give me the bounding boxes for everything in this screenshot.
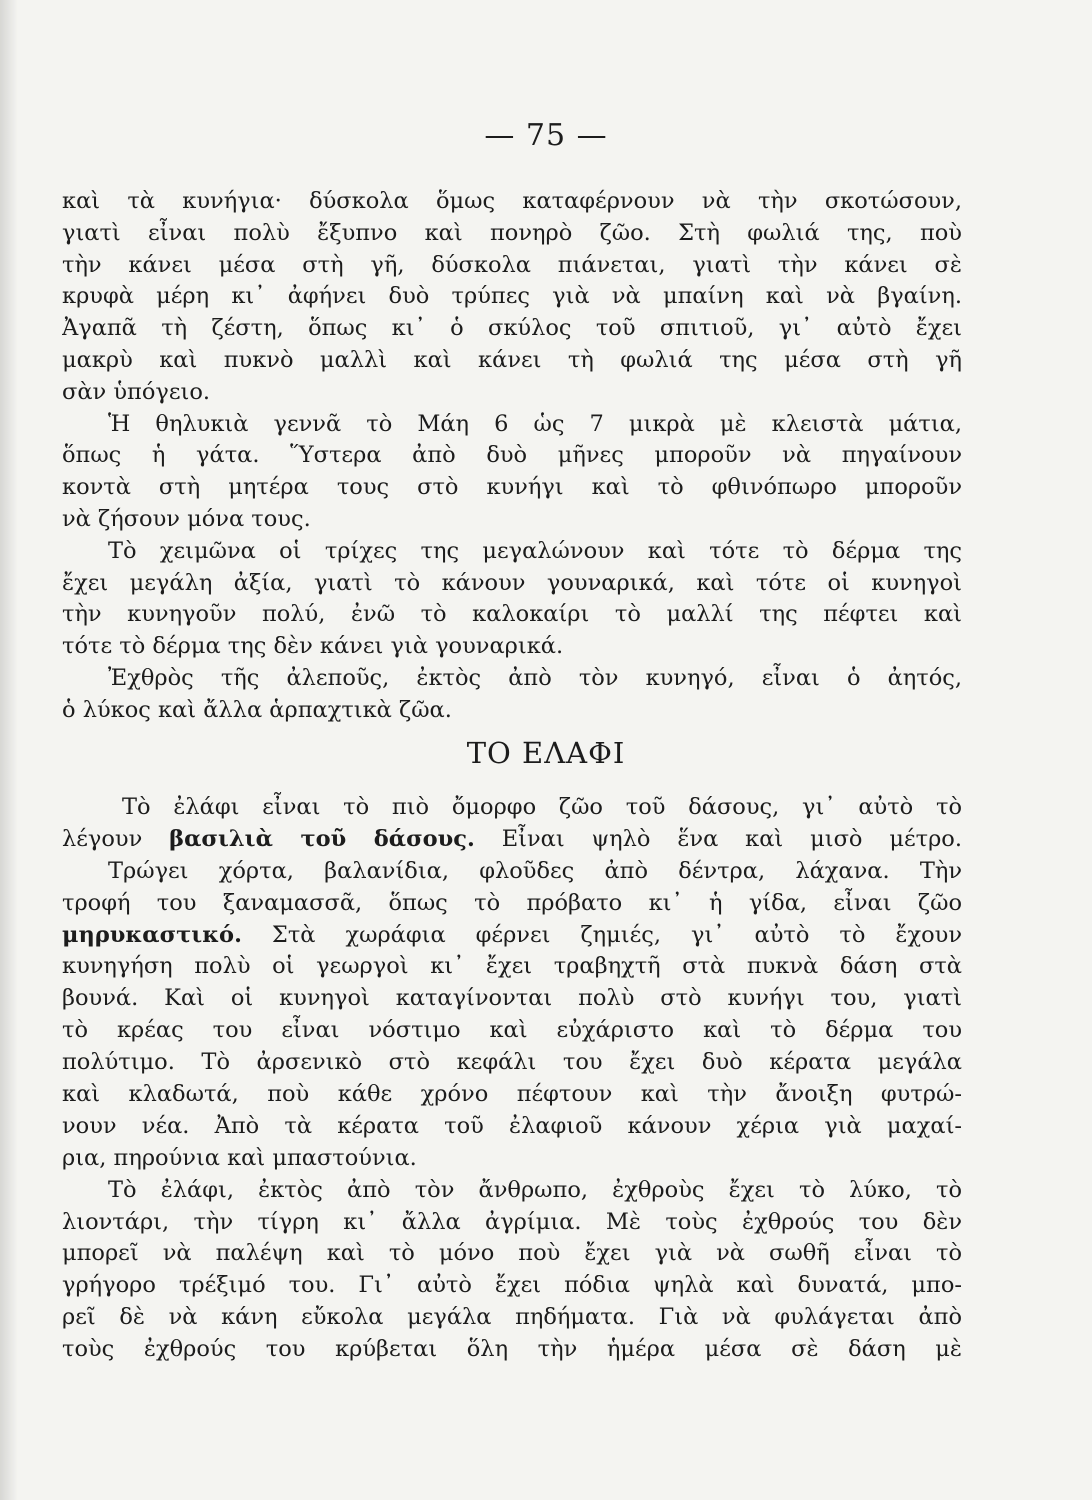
- text-line: τὴν κάνει μέσα στὴ γῆ, δύσκολα πιάνεται, γιατὶ τὴν κάνει σὲ: [62, 251, 962, 278]
- bold-phrase: βασιλιὰ τοῦ δάσους.: [169, 825, 475, 852]
- text-line: κρυφὰ μέρη κι᾽ ἀφήνει δυὸ τρύπες γιὰ νὰ μπαίνη καὶ νὰ βγαίνη.: [62, 283, 962, 310]
- text-span: Εἶναι ψηλὸ ἕνα καὶ μισὸ μέτρο.: [501, 825, 962, 852]
- text-line: ρια, πηρούνια καὶ μπαστούνια.: [62, 1144, 417, 1171]
- section-title: ΤΟ ΕΛΑΦΙ: [466, 736, 626, 770]
- text-line: κοντὰ στὴ μητέρα τους στὸ κυνήγι καὶ τὸ φθινόπωρο μποροῦν: [62, 474, 962, 501]
- text-line: νὰ ζήσουν μόνα τους.: [62, 505, 311, 532]
- text-line: Ἀγαπᾶ τὴ ζέστη, ὅπως κι᾽ ὁ σκύλος τοῦ σπιτιοῦ, γι᾽ αὐτὸ ἔχει: [62, 315, 962, 342]
- text-line: τροφή του ξαναμασσᾶ, ὅπως τὸ πρόβατο κι᾽ ἡ γίδα, εἶναι ζῶο: [62, 889, 962, 916]
- text-line: πολύτιμο. Τὸ ἀρσενικὸ στὸ κεφάλι του ἔχει δυὸ κέρατα μεγάλα: [62, 1049, 962, 1076]
- text-line: [62, 824, 962, 856]
- text-line: Τρώγει χόρτα, βαλανίδια, φλοῦδες ἀπὸ δέντρα, λάχανα. Τὴν: [108, 857, 962, 884]
- text-line: τότε τὸ δέρμα της δὲν κάνει γιὰ γουναρικά.: [62, 633, 564, 660]
- text-line: Τὸ ἐλάφι εἶναι τὸ πιὸ ὄμορφο ζῶο τοῦ δάσους, γι᾽ αὐτὸ τὸ: [122, 794, 962, 820]
- text-line: βουνά. Καὶ οἱ κυνηγοὶ καταγίνονται πολὺ στὸ κυνήγι του, γιατὶ: [62, 985, 962, 1012]
- text-line: Ἐχθρὸς τῆς ἀλεποῦς, ἐκτὸς ἀπὸ τὸν κυνηγό, εἶναι ὁ ἀητός,: [108, 664, 962, 691]
- text-line: καὶ κλαδωτά, ποὺ κάθε χρόνο πέφτουν καὶ τὴν ἄνοιξη φυτρώ-: [62, 1081, 962, 1108]
- text-line: Τὸ χειμῶνα οἱ τρίχες της μεγαλώνουν καὶ τότε τὸ δέρμα της: [108, 537, 962, 564]
- text-line: μακρὺ καὶ πυκνὸ μαλλὶ καὶ κάνει τὴ φωλιά της μέσα στὴ γῆ: [62, 346, 962, 373]
- bold-term: μηρυκαστικό.: [62, 921, 242, 948]
- text-line: τὴν κυνηγοῦν πολύ, ἐνῶ τὸ καλοκαίρι τὸ μαλλί της πέφτει καὶ: [62, 601, 962, 628]
- text-line: ἔχει μεγάλη ἀξία, γιατὶ τὸ κάνουν γουναρικά, καὶ τότε οἱ κυνηγοὶ: [62, 569, 962, 596]
- text-line: Ἡ θηλυκιὰ γεννᾶ τὸ Μάη 6 ὡς 7 μικρὰ μὲ κλειστὰ μάτια,: [108, 410, 962, 437]
- text-line: τοὺς ἐχθρούς του κρύβεται ὅλη τὴν ἡμέρα μέσα σὲ δάση μὲ: [62, 1336, 962, 1363]
- text-line: γιατὶ εἶναι πολὺ ἔξυπνο καὶ πονηρὸ ζῶο. Στὴ φωλιά της, ποὺ: [62, 219, 962, 246]
- text-line: [62, 920, 962, 952]
- text-line: Τὸ ἐλάφι, ἐκτὸς ἀπὸ τὸν ἄνθρωπο, ἐχθροὺς ἔχει τὸ λύκο, τὸ: [108, 1176, 962, 1203]
- text-line: κυνηγήση πολὺ οἱ γεωργοὶ κι᾽ ἔχει τραβηχτῆ στὰ πυκνὰ δάση στὰ: [62, 953, 962, 980]
- text-line: τὸ κρέας του εἶναι νόστιμο καὶ εὐχάριστο καὶ τὸ δέρμα του: [62, 1017, 962, 1044]
- page-number: — 75 —: [484, 118, 608, 153]
- text-line: ὅπως ἡ γάτα. Ὕστερα ἀπὸ δυὸ μῆνες μποροῦν νὰ πηγαίνουν: [62, 442, 962, 469]
- text-line: σὰν ὑπόγειο.: [62, 378, 211, 405]
- text-line: νουν νέα. Ἀπὸ τὰ κέρατα τοῦ ἐλαφιοῦ κάνουν χέρια γιὰ μαχαί-: [62, 1112, 962, 1139]
- text-span: Στὰ χωράφια φέρνει ζημιές, γι᾽ αὐτὸ τὸ ἔχουν: [271, 921, 962, 948]
- text-line: μπορεῖ νὰ παλέψη καὶ τὸ μόνο ποὺ ἔχει γιὰ νὰ σωθῆ εἶναι τὸ: [62, 1240, 962, 1267]
- text-line: λιοντάρι, τὴν τίγρη κι᾽ ἄλλα ἀγρίμια. Μὲ τοὺς ἐχθρούς του δὲν: [62, 1208, 962, 1235]
- text-line: ὁ λύκος καὶ ἄλλα ἁρπαχτικὰ ζῶα.: [62, 696, 452, 723]
- fox-text-block: [62, 186, 962, 727]
- text-span: λέγουν: [62, 825, 143, 852]
- deer-text-block: [62, 792, 962, 1366]
- text-line: ρεῖ δὲ νὰ κάνη εὔκολα μεγάλα πηδήματα. Γιὰ νὰ φυλάγεται ἀπὸ: [62, 1304, 962, 1331]
- text-line: καὶ τὰ κυνήγια· δύσκολα ὅμως καταφέρνουν νὰ τὴν σκοτώσουν,: [62, 188, 962, 214]
- text-line: γρήγορο τρέξιμό του. Γι᾽ αὐτὸ ἔχει πόδια ψηλὰ καὶ δυνατά, μπο-: [62, 1272, 962, 1299]
